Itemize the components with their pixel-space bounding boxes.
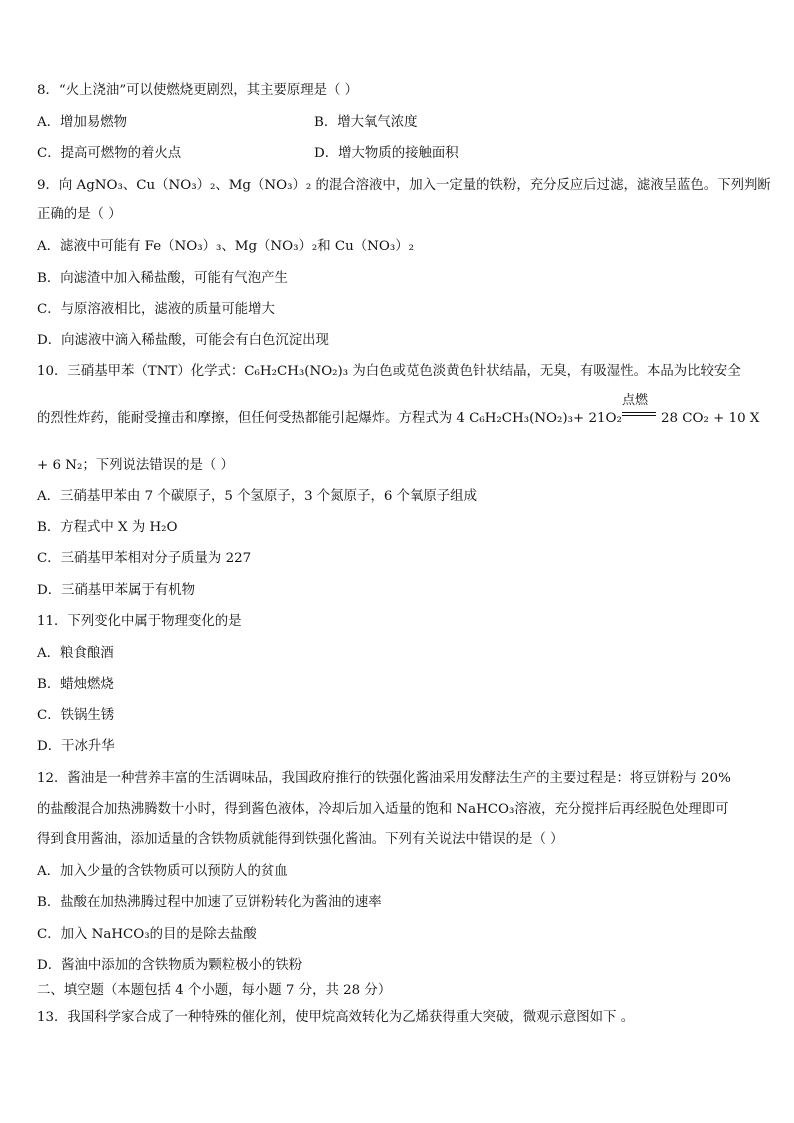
q12-stem-line3: 得到食用酱油，添加适量的含铁物质就能得到铁强化酱油。下列有关说法中错误的是（ ） — [37, 832, 564, 847]
q8-option-c: C．提高可燃物的着火点 — [37, 146, 182, 161]
q11-option-b: B．蜡烛燃烧 — [37, 677, 114, 692]
q8-option-a: A．增加易燃物 — [37, 115, 128, 130]
q12-stem-line2: 的盐酸混合加热沸腾数十小时，得到酱色液体，冷却后加入适量的饱和 NaHCO₃溶液，充分搅拌后再经脱色处理即可 — [37, 802, 729, 817]
q9-option-c: C．与原溶液相比，滤液的质量可能增大 — [37, 302, 275, 317]
q10-stem-line2: 的烈性炸药，能耐受撞击和摩擦，但任何受热都能引起爆炸。方程式为 4 C₆H₂CH₃(NO₂)₃+ 21O₂ — [37, 411, 622, 426]
q10-equation-products: 28 CO₂ + 10 X — [661, 411, 760, 426]
q12-option-c: C．加入 NaHCO₃的目的是除去盐酸 — [37, 927, 257, 942]
q10-stem-line3: + 6 N₂；下列说法错误的是（ ） — [37, 458, 234, 473]
q11-option-c: C．铁锅生锈 — [37, 708, 115, 723]
q8-stem: 8．“火上浇油”可以使燃烧更剧烈，其主要原理是（ ） — [37, 83, 359, 98]
q12-option-d: D．酱油中添加的含铁物质为颗粒极小的铁粉 — [37, 958, 303, 973]
section-heading: 二、填空题（本题包括 4 个小题，每小题 7 分，共 28 分） — [37, 983, 392, 998]
q9-option-b: B．向滤渣中加入稀盐酸，可能有气泡产生 — [37, 271, 288, 286]
q8-option-d: D．增大物质的接触面积 — [314, 146, 459, 161]
q11-stem: 11．下列变化中属于物理变化的是 — [37, 614, 242, 629]
q10-option-c: C．三硝基甲苯相对分子质量为 227 — [37, 551, 252, 566]
equation-bar — [622, 412, 656, 413]
q12-option-b: B．盐酸在加热沸腾过程中加速了豆饼粉转化为酱油的速率 — [37, 895, 382, 910]
q10-option-a: A．三硝基甲苯由 7 个碳原子，5 个氢原子，3 个氮原子，6 个氧原子组成 — [37, 489, 477, 504]
q10-option-d: D．三硝基甲苯属于有机物 — [37, 583, 196, 598]
q11-option-d: D．干冰升华 — [37, 739, 115, 754]
reaction-condition: 点燃 — [622, 393, 649, 408]
q11-option-a: A．粮食酿酒 — [37, 646, 114, 661]
q13-stem: 13．我国科学家合成了一种特殊的催化剂，使甲烷高效转化为乙烯获得重大突破，微观示意图如下 。 — [37, 1010, 635, 1025]
q9-stem-line2: 正确的是（ ） — [37, 207, 122, 222]
equation-bar — [622, 415, 656, 416]
q10-stem-line1: 10．三硝基甲苯（TNT）化学式：C₆H₂CH₃(NO₂)₃ 为白色或苋色淡黄色针状结晶，无臭，有吸湿性。本品为比较安全 — [37, 364, 741, 379]
q8-option-b: B．增大氧气浓度 — [314, 115, 418, 130]
q9-stem-line1: 9．向 AgNO₃、Cu（NO₃）₂、Mg（NO₃）₂ 的混合溶液中，加入一定量的铁粉，充分反应后过滤，滤液呈蓝色。下列判断 — [37, 178, 771, 193]
q9-option-a: A．滤液中可能有 Fe（NO₃）₃、Mg（NO₃）₂和 Cu（NO₃）₂ — [37, 239, 414, 254]
q12-stem-line1: 12．酱油是一种营养丰富的生活调味品，我国政府推行的铁强化酱油采用发酵法生产的主要过程是：将豆饼粉与 20% — [37, 771, 731, 786]
q9-option-d: D．向滤液中滴入稀盐酸，可能会有白色沉淀出现 — [37, 333, 329, 348]
q10-option-b: B．方程式中 X 为 H₂O — [37, 520, 178, 535]
q12-option-a: A．加入少量的含铁物质可以预防人的贫血 — [37, 864, 288, 879]
